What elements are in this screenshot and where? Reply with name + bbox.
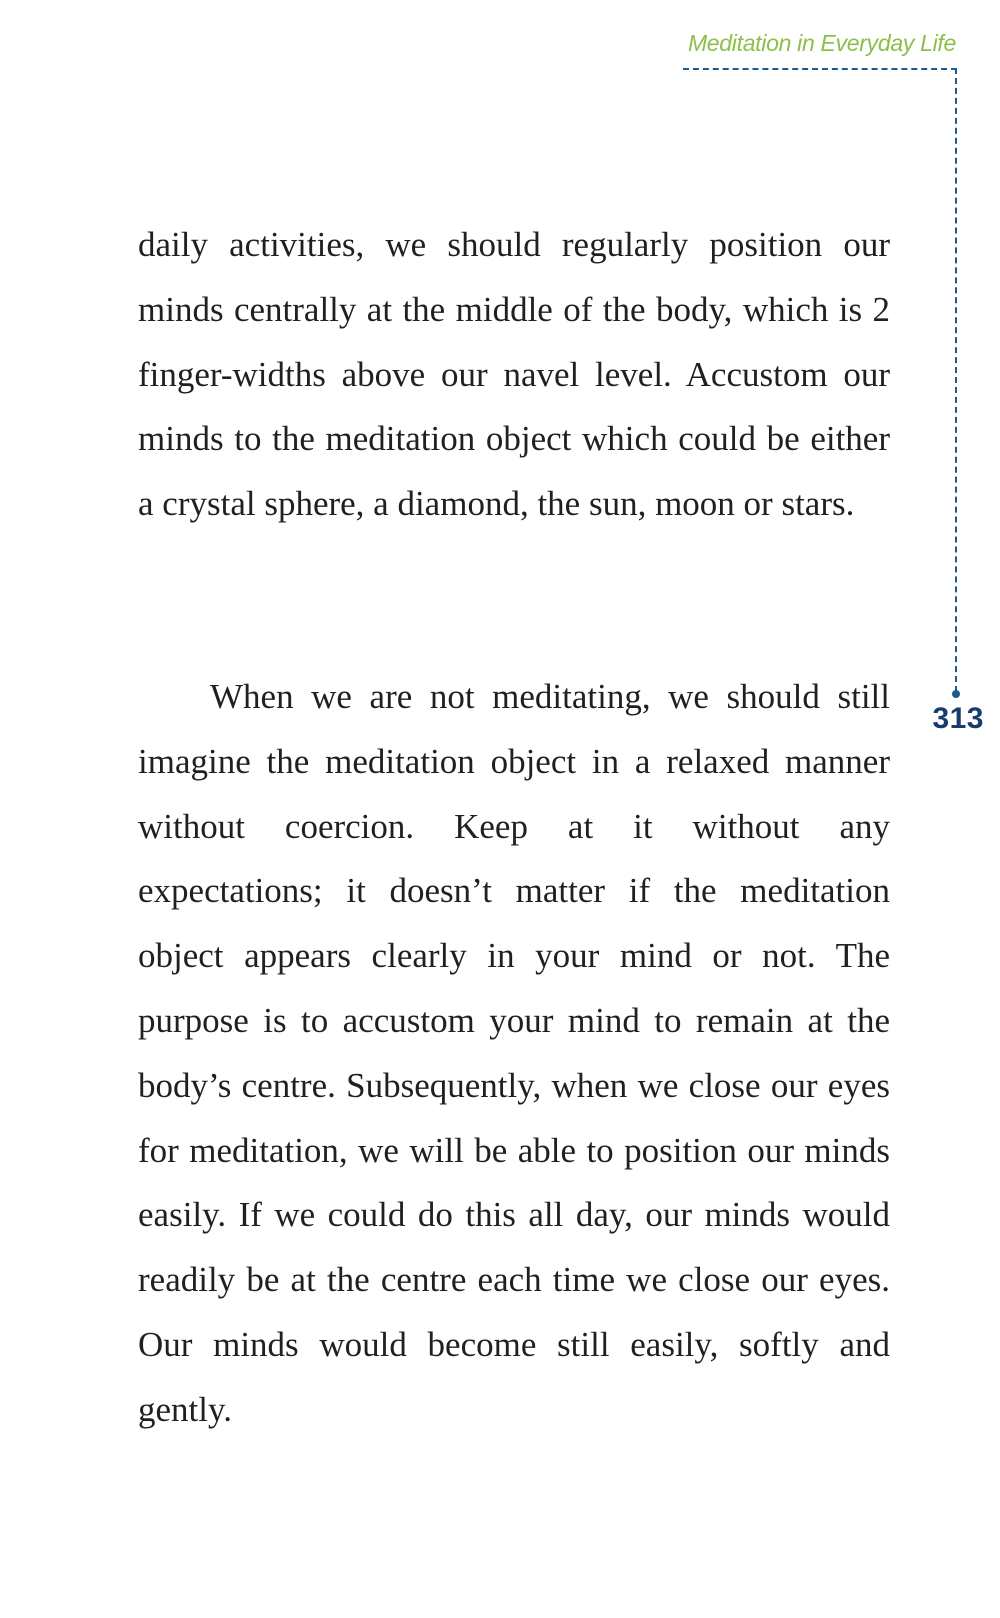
- header-dashed-rule: [683, 68, 957, 70]
- body-paragraph-1: daily activities, we should regularly position our minds centrally at the middle of the body, which is 2 finger-widths above our navel level. Accustom our minds to the meditation object which could be either a crystal sphere, a diamond, the sun, moon or stars.: [138, 225, 890, 524]
- page-number: 313: [932, 702, 984, 735]
- rule-end-dot: [952, 690, 960, 698]
- side-dashed-rule: [955, 68, 957, 692]
- body-paragraph-2: When we are not meditating, we should still imagine the meditation object in a relaxed manner without coercion. Keep at it without any expectations; it doesn’t matter if the meditation object appears clearly in your mind or not. The purpose is to accustom your mind to remain at the body’s centre. Subsequently, when we close our eyes for meditation, we will be able to position our minds easily. If we could do this all day, our minds would readily be at the centre each time we close our eyes. Our minds would become still easily, softly and gently.: [138, 677, 890, 1429]
- running-header-title: Meditation in Everyday Life: [687, 30, 956, 56]
